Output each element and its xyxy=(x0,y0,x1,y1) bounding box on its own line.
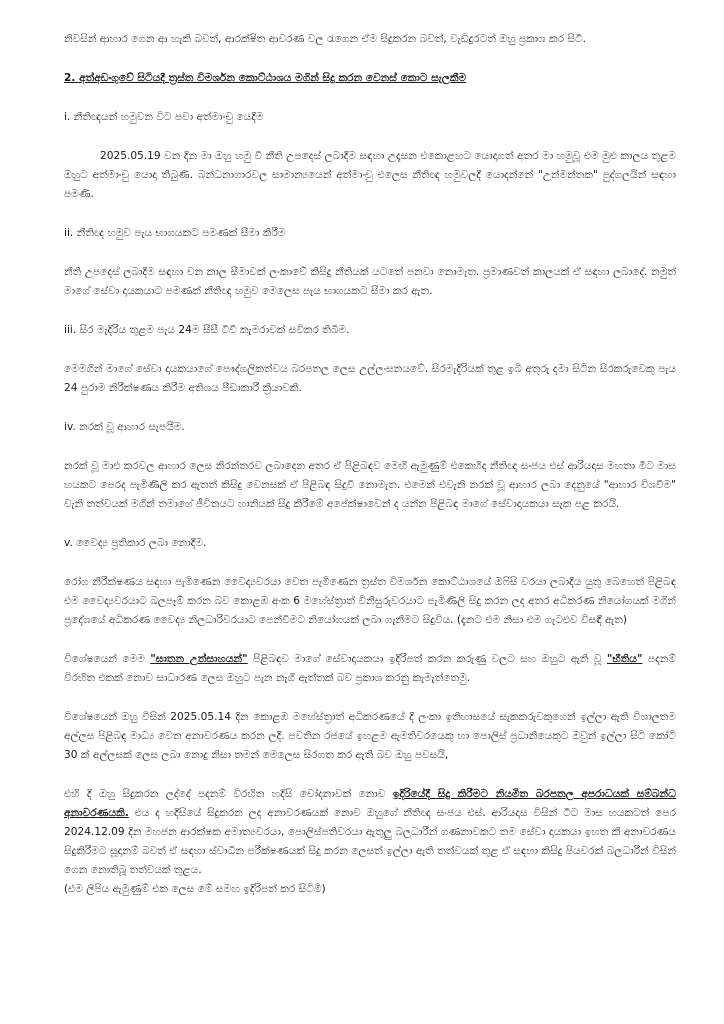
paragraph-viii-text-1: එහි දී ඔහු සිදුකරන ලද්දේ පදනම් විරහිත හදිසි චෝදනාවක් නොව xyxy=(64,788,393,800)
paragraph-viii xyxy=(64,785,676,880)
crime-disclosure-phrase: ඉදිරියේදී සිදු කිරීමට නියමිත බරපතල අපරාධයක් සම්බන්ධ අනාවරණයකි. xyxy=(64,788,676,819)
subheading-iv: iv. නරක් වූ ආහාර සැපයීම. xyxy=(64,421,185,433)
paragraph-vi xyxy=(64,650,676,688)
paragraph-v: රෝග නිරීක්ෂණය සඳහා පැමිණෙන වෛද්‍යවරයා වෙත පැමිණෙන ත්‍රස්ත විමර්ශන කොට්ඨාශයේ ඔෆිසි වරයා ලබාදිය යුතු බෙහෙත් පිළිබඳ එම වෛද්‍යවරයාට බලපෑම් කරන බව කොළඹ අංක 6 මහේස්ත්‍රාත් විනිසුරුවරයාට පැමිණිලි සිදු කරන ලද අතර අධිකරණ නියෝගයක් මගින් ප්‍රදේශයේ අධිකරණ වෛද්‍ය නිලධාරිවරයාට පෙන්වීමට නියෝගයක් ලබා ගැනීමට සිදුවිය. (දැනට එම නිසා එම ගැටළුව විසඳී ඇත) xyxy=(64,576,676,626)
paragraph-vii: විශේෂයෙන් ඔහු විසින් 2025.05.14 දින කොළඹ මහේස්ත්‍රාත් අධිකරණයේ දී ලංකා ඉතිහාසයේ සැකකරුවකුගෙන් ඉල්ලා ඇති විශාලතම අල්ලස පිළිබඳ මාධ්‍ය වෙත අනාවරණය කරන ලදී. පවතින රජයේ ඉහළම ඇමතිවරයෙකු හා පොලිස් ප්‍රධානියෙකුට ඔවුන් ඉල්ලා සිටි කෝටි 30 ක් අල්ලසක් ලෙස ලබා නොදු නිසා තමන් මෙලෙස සිරගත කර ඇති බව ඔහු පවසයි, xyxy=(64,711,676,761)
subheading-ii: ii. නීතිඥ හමුව පැය භාගයකට පමණක් සීමා කිරීම xyxy=(64,227,286,239)
paragraph-vi-text-2: පිළිබඳව මාගේ සේවාදායකයා ඉදිරිපත් කරන කරුණු වලට සහ ඔහුට ඇති වූ xyxy=(247,653,607,665)
paragraph-viii-text-2: එය ද හදිසියේ සිදුකරන ලද අනාවරණයක් නොව ඔහුගේ නීතිඥ සංජය එස්. ආරියදාස විසින් ටීට මාස හයකටත් පෙර 2024.12.09 දින මහජන ආරක්ෂක අමාත්‍යවරයා, පොලිස්පතිවරයා ඇතුලු බලධාරීන් ගණනාවකට තම සේවා දායකයා ඉහත කී අනාවරණය සිදුකිරීමට සූදානම් බවත් ඒ සඳහා ස්වාධීන පරීක්ෂණයක් සිදු කරන ලෙසත් ඉල්ලා ඇති තත්වයක් තුළ ඒ සඳහා කිසිදු පියවරක් බලධාරීන් විසින් ගෙන නොතිබූ තත්වයක් තුළය. xyxy=(64,807,676,876)
subheading-iii: iii. සිර මැදිරිය තුළම පැය 24ම සීසී ටීවී කැමරාවක් සවිකර තිබීම. xyxy=(64,324,350,336)
paragraph-vi-text-3: පදනම් විරහිත එකක් නොව සාධාරණ ලෙස ඔහුට පැන නැගී ඇත්තක් බව ප්‍රකාශ කරනු කැමැත්තෙමු. xyxy=(64,653,676,684)
paragraph-vi-text-1: විශේෂයෙන් මෙම xyxy=(64,653,151,665)
section-heading-2: 2. අත්අඩංගුවේ සිටියදී ත්‍රස්ත විමර්ශන කොට්ඨාශය මගින් සිදු කරන වෙනස් කොට සැලකීම xyxy=(64,72,467,84)
paragraph-ii: නීති උපදෙස් ලබාදීම සඳහා වන කාල සීමාවක් ලංකාවේ කිසිදු නීතියක් යටතේ පනවා නොමැත. ප්‍රමාණවත් කාලයක් ඒ සඳහා ලබාදේ. නමුත් මාගේ සේවා දායකයාට පමණක් නීතිඥ හමුව මෙලෙස පැය භාගයකට සීමා කර ඇත. xyxy=(64,266,676,297)
paragraph-i: 2025.05.19 වන දින මා ඔහු හමු වී නීති උපදෙස් ලබාදීම සඳහා උදෑසන එකොළහට යොදාගත් අතර මා හමුවූ එම මුළු කාලය තුළම ඔහුට අත්මාංචු යොදා තිබුණි. බන්ධනාගාරවල සාමාන්‍යයෙන් අත්මාංචු එලෙස නීතිඥ හමුවලදී යොදන්නේ "උන්මන්තක" පුද්ගලයින් සඳහා පමණි. xyxy=(64,150,676,200)
attachment-note: (එම ලිපිය ඇමුණුම් එක ලෙස මේ සමඟ ඉදිරිපත් කර සිටිමි) xyxy=(64,883,326,895)
murder-attempts-phrase: "ඝාතන උත්සාහයන්" xyxy=(150,653,248,665)
subheading-v: v. වෛද්‍ය ප්‍රතිකාර ලබා නොදීම. xyxy=(64,537,207,549)
fear-phrase: "භීතිය" xyxy=(606,653,643,665)
subheading-i: i. නීතිඥයන් හමුවන විට පවා අත්මාංචු යෙදීම xyxy=(64,111,264,123)
paragraph-iv: නරක් වූ මාළු කරවල ආහාර ලෙස නිරන්තරව ලබාදෙන අතර ඒ පිළිබඳව මෙහි ඇමුණුම් එකෙහිද නීතිඥ සංජය එස් ආරියදාස මහතා මීට මාස හයකට පෙරද පැමිණිලි කර ඇතත් කිසිදු වෙනසක් ඒ පිළිබඳ සිදුවී නොමැත. එමෙන් එවැනි නරක් වූ ආහාර ලබා දෙනුයේ "ආහාර විශවීම" වැනි තත්වයක් මගින් තමාගේ ජීවිතයට හානියක් සිදු කිරීමේ අපේක්ෂාවෙන් ද යන්න පිළිබඳ මාගේ සේවාදායකයා සැක පළ කරයි. xyxy=(64,460,676,510)
intro-paragraph: නිවසින් ආහාර ගෙන ආ හැකි බවත්, ආරක්ෂිත ආවරණ වල රැගෙන ඒම සිදුකරන බවත්, වැඩිදුරටත් ඔහු ප්‍රකාශ කර සිටී. xyxy=(64,33,587,45)
paragraph-iii: මෙමගින් මාගේ සේවා දායකයාගේ පෞද්ගලිකත්වය බරපතල ලෙස උල්ලංඝනයවේ. සිරමැදිරියක් තුළ ඉබි අතුරු දමා සිටින සිරකරුවෙකු පැය 24 පුරාම නිරීක්ෂණය කිරීම අතිශය පීඩාකාරී ක්‍රියාවකි. xyxy=(64,363,676,394)
